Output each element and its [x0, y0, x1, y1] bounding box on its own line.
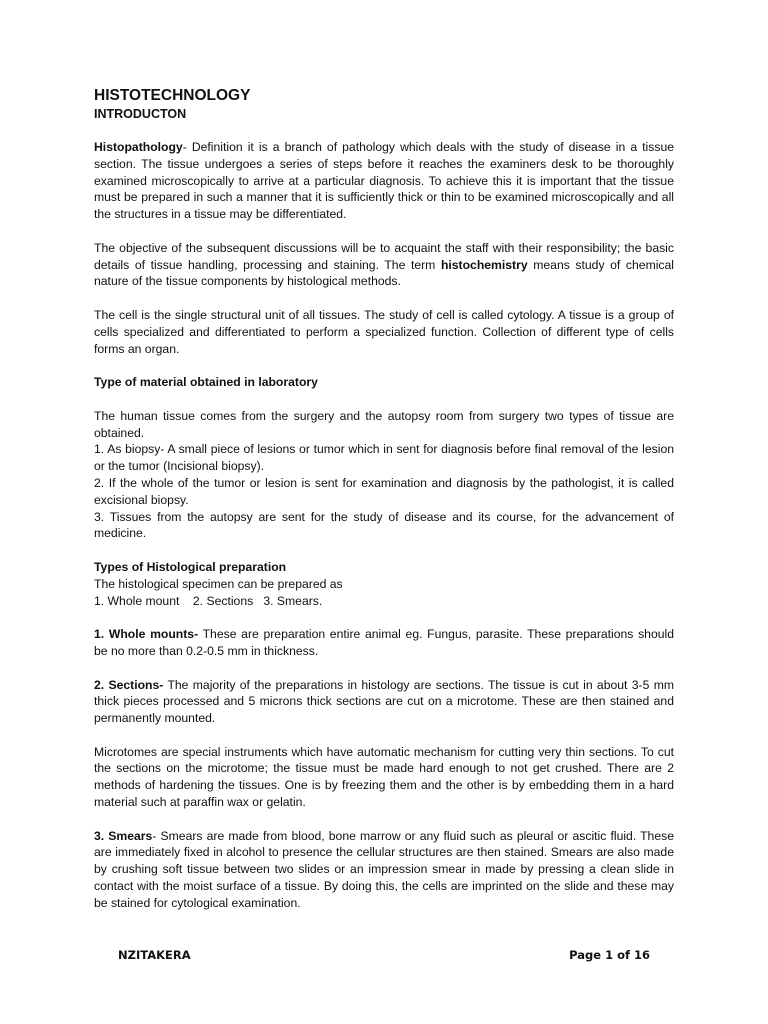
paragraph-text: The majority of the preparations in histology are sections. The tissue is cut in about 3-5 mm thick pieces processed and 5 microns thick sections are cut on a microtome. These are then stained and permanently mounted.: [94, 677, 674, 726]
term-smears: 3. Smears: [94, 828, 153, 843]
types-list: 1. Whole mount 2. Sections 3. Smears.: [94, 593, 323, 608]
paragraph-text: means study of chemical nature of the tissue components by histological methods.: [94, 257, 675, 289]
paragraph-text: - Definition it is a branch of pathology which deals with the study of disease in a tissue section. The tissue undergoes a series of steps before it reaches the examiners desk to be thoroughly examined microscopically to arrive at a particular diagnosis. To achieve this it is important that the tissue must be prepared in such a manner that it is sufficiently thick or thin to be examined microscopically and all the structures in a tissue may be differentiated.: [94, 140, 674, 222]
paragraph-sections: [94, 677, 674, 727]
heading-material: Type of material obtained in laboratory: [94, 375, 318, 390]
document-title: HISTOTECHNOLOGY: [94, 87, 251, 104]
paragraph-cell: The cell is the single structural unit of all tissues. The study of cell is called cytology. A tissue is a group of cells specialized and differentiated to perform a specialized function. Collection of different type of cells forms an organ.: [94, 307, 674, 356]
paragraph-material-intro: The human tissue comes from the surgery and the autopsy room from surgery two types of tissue are obtained.: [94, 408, 674, 440]
footer-author: NZITAKERA: [118, 948, 191, 962]
paragraph-text: These are preparation entire animal eg. Fungus, parasite. These preparations should be no more than 0.2-0.5 mm in thickness.: [94, 627, 674, 658]
paragraph-smears: [94, 828, 674, 912]
paragraph-text: - Smears are made from blood, bone marrow or any fluid such as pleural or ascitic fluid. These are immediately fixed in alcohol to presence the cellular structures are then stained. Smears are also made by crushing soft tissue between two slides or an impression smear in made by pressing a clean slide in contact with the moist surface of a tissue. By doing this, the cells are imprinted on the slide and these may be stained for cytological examination.: [94, 828, 674, 910]
term-histochemistry: histochemistry: [440, 257, 528, 272]
document-body: [94, 86, 674, 912]
paragraph-objective: [94, 240, 674, 290]
paragraph-histopathology: [94, 139, 674, 223]
heading-types: Types of Histological preparation: [94, 559, 287, 574]
paragraph-types-intro: The histological specimen can be prepared as: [94, 576, 343, 591]
paragraph-text: The objective of the subsequent discussions will be to acquaint the staff with their responsibility; the basic details of tissue handling, processing and staining. The term: [94, 240, 674, 272]
paragraph-whole-mounts: [94, 626, 674, 660]
term-sections: 2. Sections-: [94, 677, 164, 692]
page-number: Page 1 of 16: [569, 948, 650, 962]
page-footer: [118, 948, 650, 962]
list-item: 3. Tissues from the autopsy are sent for the study of disease and its course, for the advancement of medicine.: [94, 509, 674, 541]
paragraph-microtomes: Microtomes are special instruments which have automatic mechanism for cutting very thin sections. To cut the sections on the microtome; the tissue must be made hard enough to not get crushed. There are 2 methods of hardening the tissues. One is by freezing them and the other is by embedding them in a hard material such at paraffin wax or gelatin.: [94, 744, 674, 810]
term-histopathology: Histopathology: [94, 140, 183, 154]
term-whole-mounts: 1. Whole mounts-: [94, 627, 199, 642]
list-item: 1. As biopsy- A small piece of lesions or tumor which in sent for diagnosis before final removal of the lesion or the tumor (Incisional biopsy).: [94, 442, 674, 474]
list-item: 2. If the whole of the tumor or lesion is sent for examination and diagnosis by the pathologist, it is called excisional biopsy.: [94, 475, 674, 507]
document-subtitle: INTRODUCTON: [94, 107, 187, 121]
